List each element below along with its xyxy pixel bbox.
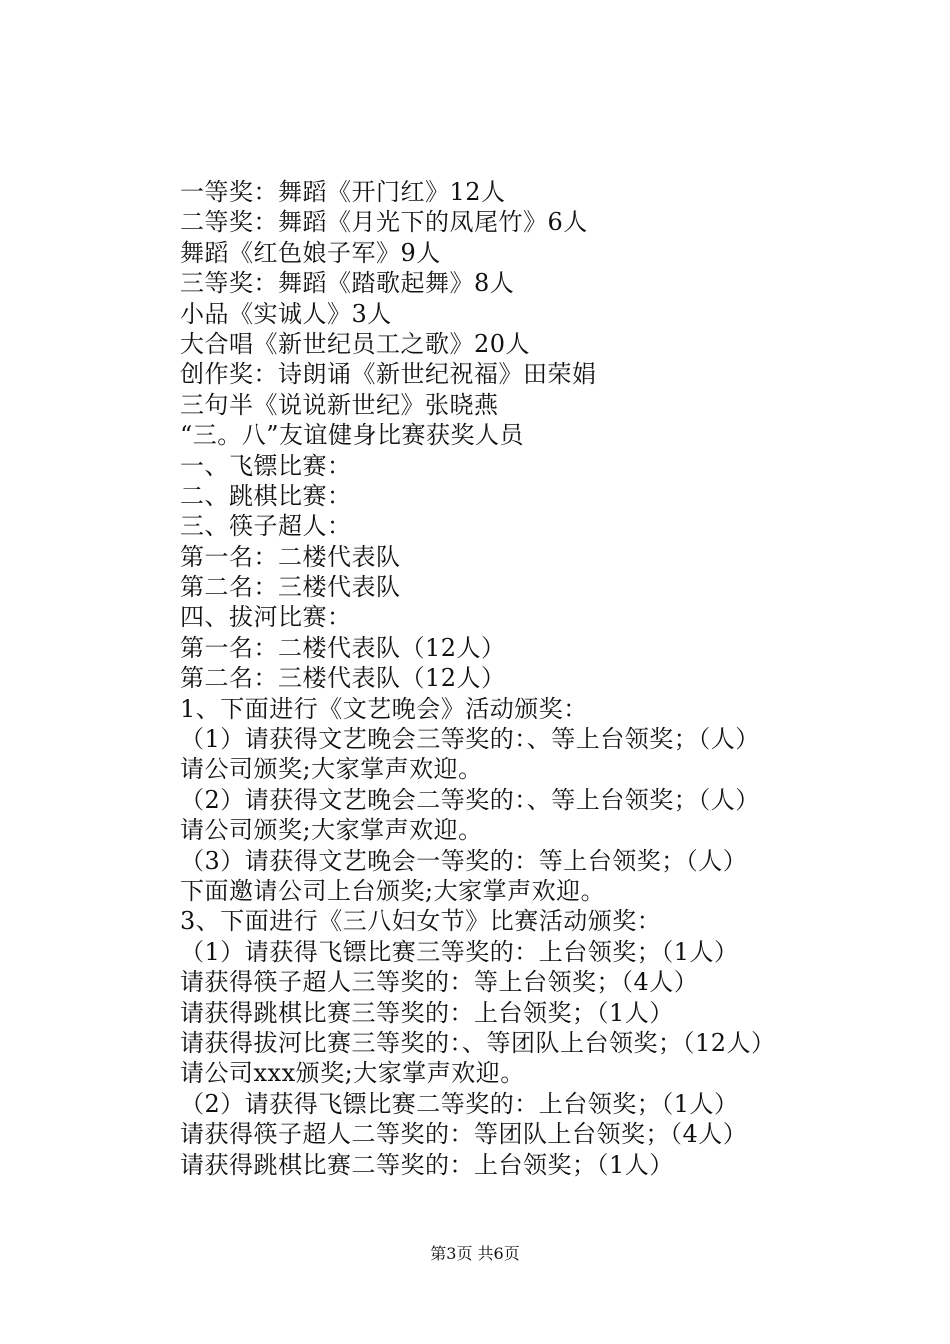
section-heading: “三。八”友谊健身比赛获奖人员 xyxy=(180,421,525,450)
text-line: 第一名：二楼代表队 xyxy=(180,542,401,571)
text-line: 一、飞镖比赛： xyxy=(180,451,352,480)
text-line: （3）请获得文艺晚会一等奖的：等上台领奖；（人） xyxy=(180,846,748,875)
text-line: 第二名：三楼代表队（12人） xyxy=(180,664,506,693)
text-line: 一等奖：舞蹈《开门红》12人 xyxy=(180,178,506,206)
page-number-footer: 第3页 共6页 xyxy=(430,1244,520,1263)
text-line: 请获得筷子超人二等奖的：等团队上台领奖；（4人） xyxy=(180,1120,748,1149)
text-line: 请公司xxx颁奖;大家掌声欢迎。 xyxy=(180,1059,525,1088)
text-line: 大合唱《新世纪员工之歌》20人 xyxy=(180,329,531,358)
text-line: 3、下面进行《三八妇女节》比赛活动颁奖： xyxy=(180,907,662,936)
text-line: 请获得跳棋比赛二等奖的：上台领奖；（1人） xyxy=(180,1150,674,1179)
text-line: 请获得拔河比赛三等奖的：、等团队上台领奖；（12人） xyxy=(180,1028,776,1057)
text-line: 三句半《说说新世纪》张晓燕 xyxy=(180,390,499,419)
text-line: 二、跳棋比赛： xyxy=(180,481,352,510)
document-body xyxy=(180,177,820,1180)
text-line: 下面邀请公司上台颁奖;大家掌声欢迎。 xyxy=(180,876,606,905)
text-line: 舞蹈《红色娘子军》9人 xyxy=(180,238,441,267)
text-line: 二等奖：舞蹈《月光下的凤尾竹》6人 xyxy=(180,208,588,237)
text-line: 第一名：二楼代表队（12人） xyxy=(180,633,506,662)
text-line: 四、拔河比赛： xyxy=(180,603,352,632)
text-line: 第二名：三楼代表队 xyxy=(180,573,401,602)
text-line: 请获得筷子超人三等奖的：等上台领奖；（4人） xyxy=(180,968,699,997)
text-line: 1、下面进行《文艺晚会》活动颁奖： xyxy=(180,694,588,723)
text-line: 三等奖：舞蹈《踏歌起舞》8人 xyxy=(180,269,515,298)
text-line: 请公司颁奖;大家掌声欢迎。 xyxy=(180,816,483,845)
text-line: （1）请获得飞镖比赛三等奖的：上台领奖；（1人） xyxy=(180,937,739,966)
text-line: （2）请获得飞镖比赛二等奖的：上台领奖；（1人） xyxy=(180,1089,739,1118)
text-line: 请获得跳棋比赛三等奖的：上台领奖；（1人） xyxy=(180,998,674,1027)
text-line: 请公司颁奖;大家掌声欢迎。 xyxy=(180,755,483,784)
text-line: （1）请获得文艺晚会三等奖的：、等上台领奖；（人） xyxy=(180,725,760,754)
text-line: 三、筷子超人： xyxy=(180,512,352,541)
text-line: （2）请获得文艺晚会二等奖的：、等上台领奖；（人） xyxy=(180,785,760,814)
text-line: 创作奖：诗朗诵《新世纪祝福》田荣娟 xyxy=(180,360,597,389)
text-line: 小品《实诚人》3人 xyxy=(180,299,392,328)
